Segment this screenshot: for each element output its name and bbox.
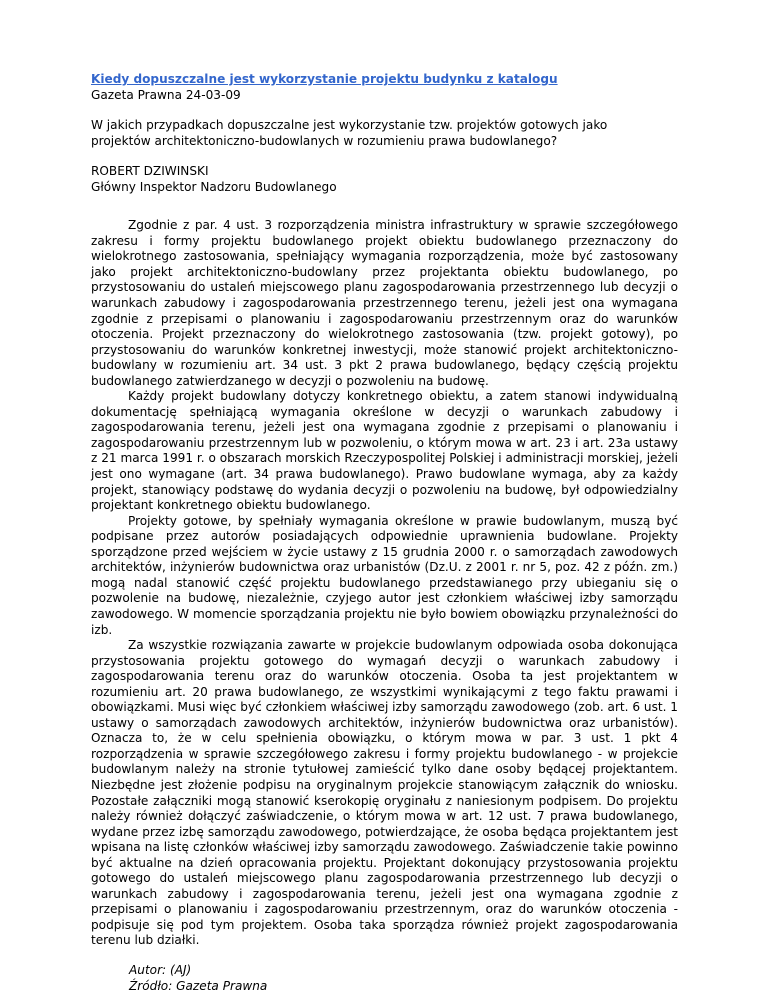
article bbox=[91, 72, 678, 994]
article-title-link[interactable]: Kiedy dopuszczalne jest wykorzystanie projektu budynku z katalogu bbox=[91, 72, 558, 86]
article-body bbox=[91, 218, 678, 949]
paragraph-3: Projekty gotowe, by spełniały wymagania określone w prawie budowlanym, muszą być podpisane przez autorów posiadających odpowiednie uprawnienia budowlane. Projekty sporządzone przed wejściem w życie ustawy z 15 grudnia 2000 r. o samorządach zawodowych architektów, inżynierów budownictwa oraz urbanistów (Dz.U. z 2001 r. nr 5, poz. 42 z późn. zm.) mogą nadal stanowić część projektu budowlanego przedstawianego przy ubieganiu się o pozwolenie na budowę, niezależnie, czyjego autor jest członkiem właściwej izby samorządu zawodowego. W momencie sporządzania projektu nie było bowiem obowiązku przynależności do izb. bbox=[91, 513, 678, 637]
paragraph-4: Za wszystkie rozwiązania zawarte w projekcie budowlanym odpowiada osoba dokonująca przystosowania projektu gotowego do wymagań decyzji o warunkach zabudowy i zagospodarowania terenu oraz do warunków otoczenia. Osoba ta jest projektantem w rozumieniu art. 20 prawa budowlanego, ze wszystkimi wynikającymi z tego faktu prawami i obowiązkami. Musi więc być członkiem właściwej izby samorządu zawodowego (zob. art. 6 ust. 1 ustawy o samorządach zawodowych architektów, inżynierów budownictwa oraz urbanistów). Oznacza to, że w celu spełnienia obowiązku, o którym mowa w par. 3 ust. 1 pkt 4 rozporządzenia w sprawie szczegółowego zakresu i formy projektu budowlanego - w projekcie budowlanym należy na stronie tytułowej zamieścić tylko dane osoby będącej projektantem. Niezbędne jest złożenie podpisu na oryginalnym projekcie stanowiącym załącznik do wniosku. Pozostałe załączniki mogą stanowić kserokopię oryginału z naniesionym podpisem. Do projektu należy również dołączyć zaświadczenie, o którym mowa w art. 12 ust. 7 prawa budowlanego, wydane przez izbę samorządu zawodowego, potwierdzające, że osoba będąca projektantem jest wpisana na listę członków właściwej izby samorządu zawodowego. Zaświadczenie takie powinno być aktualne na dzień opracowania projektu. Projektant dokonujący przystosowania projektu gotowego do ustaleń miejscowego planu zagospodarowania przestrzennego lub decyzji o warunkach zabudowy i zagospodarowania terenu, jeżeli jest ona wymagana zgodnie z przepisami o planowaniu i zagospodarowaniu przestrzennym, oraz do warunków otoczenia - podpisuje się pod tym projektem. Osoba taka sporządza również projekt zagospodarowania terenu lub działki. bbox=[91, 638, 678, 948]
author-role: Główny Inspektor Nadzoru Budowlanego bbox=[91, 179, 337, 194]
paragraph-2: Każdy projekt budowlany dotyczy konkretnego obiektu, a zatem stanowi indywidualną dokumentację spełniającą wymagania określone w decyzji o warunkach zabudowy i zagospodarowania terenu, jeżeli jest ona wymagana zgodnie z przepisami o planowaniu i zagospodarowaniu przestrzennym lub w pozwoleniu, o którym mowa w art. 23 i art. 23a ustawy z 21 marca 1991 r. o obszarach morskich Rzeczypospolitej Polskiej i administracji morskiej, jeżeli jest ono wymagane (art. 34 prawa budowlanego). Prawo budowlane wymaga, aby za każdy projekt, stanowiący podstawę do wydania decyzji o pozwoleniu na budowę, był odpowiedzialny projektant konkretnego obiektu budowlanego. bbox=[91, 389, 678, 513]
source-line: Gazeta Prawna 24-03-09 bbox=[91, 87, 241, 102]
spacer bbox=[91, 103, 678, 118]
footer-source: Źródło: Gazeta Prawna bbox=[129, 978, 268, 993]
spacer bbox=[91, 149, 678, 164]
author-name: ROBERT DZIWINSKI bbox=[91, 164, 209, 179]
footer-author: Autor: (AJ) bbox=[129, 962, 192, 977]
article-footer bbox=[91, 963, 678, 994]
question-text: W jakich przypadkach dopuszczalne jest wykorzystanie tzw. projektów gotowych jako projektów architektoniczno-budowlanych w rozumieniu prawa budowlanego? bbox=[91, 118, 608, 148]
paragraph-1: Zgodnie z par. 4 ust. 3 rozporządzenia ministra infrastruktury w sprawie szczegółowego zakresu i formy projektu budowlanego projekt obiektu budowlanego przeznaczony do wielokrotnego zastosowania, spełniający wymagania rozporządzenia, może być zastosowany jako projekt architektoniczno-budowlany przez projektanta obiektu budowlanego, po przystosowaniu do ustaleń miejscowego planu zagospodarowania przestrzennego lub decyzji o warunkach zabudowy i zagospodarowania przestrzennego terenu, jeżeli jest ona wymagana zgodnie z przepisami o planowaniu i zagospodarowaniu przestrzennym oraz do warunków otoczenia. Projekt przeznaczony do wielokrotnego zastosowania (tzw. projekt gotowy), po przystosowaniu do warunków konkretnej inwestycji, może stanowić projekt architektoniczno-budowlany w rozumieniu art. 34 ust. 3 pkt 2 prawa budowlanego, będący częścią projektu budowlanego zatwierdzanego w decyzji o pozwoleniu na budowę. bbox=[91, 218, 678, 388]
